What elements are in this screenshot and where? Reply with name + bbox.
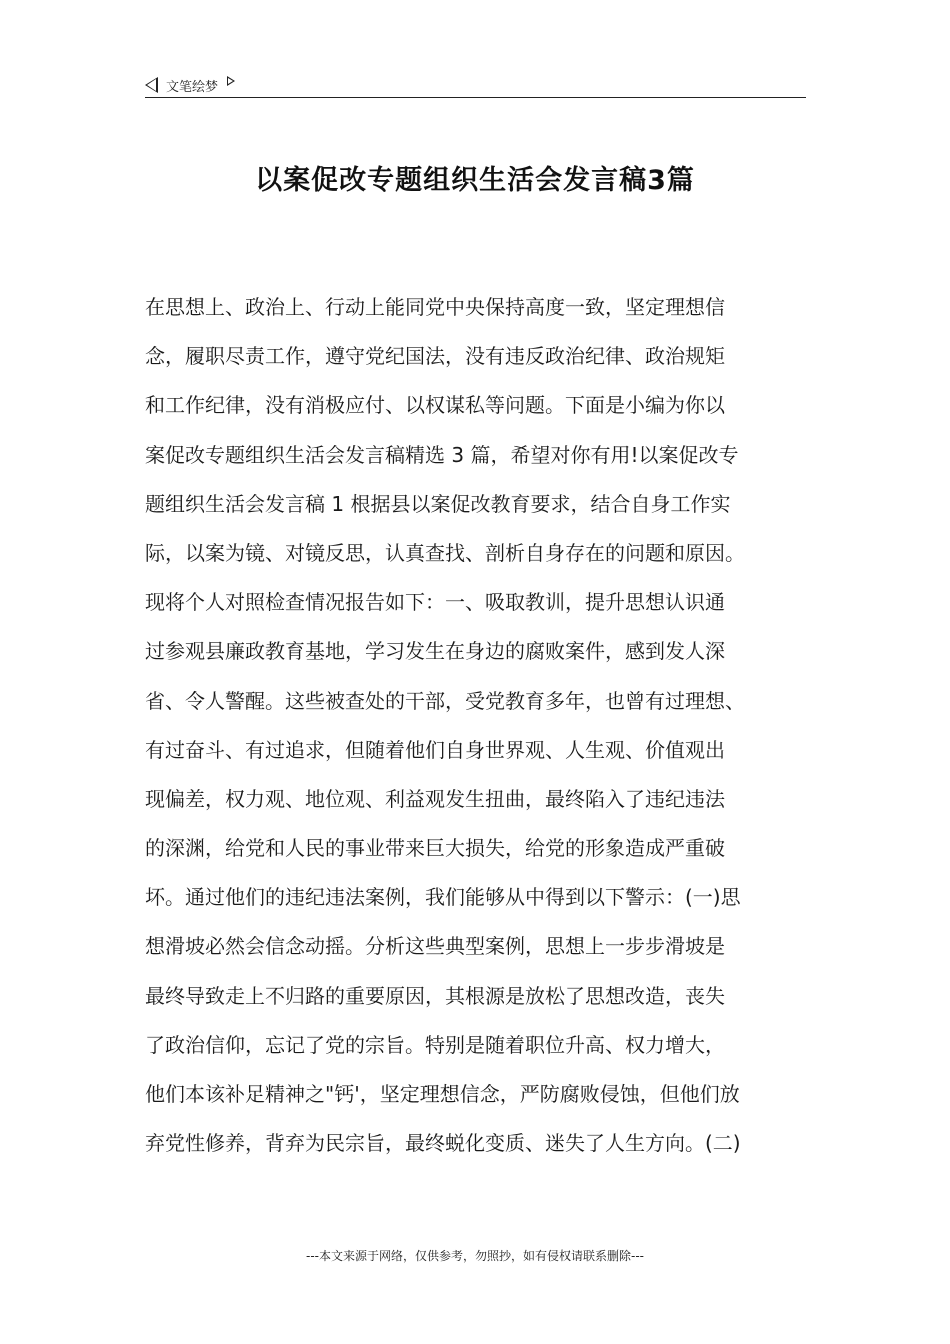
page-header [145,74,235,96]
body-line: 题组织生活会发言稿 1 根据县以案促改教育要求，结合自身工作实 [145,491,731,516]
body-line: 际，以案为镜、对镜反思，认真查找、剖析自身存在的问题和原因。 [145,540,745,565]
body-line: 弃党性修养，背弃为民宗旨，最终蜕化变质、迷失了人生方向。(二) [145,1131,741,1156]
body-line: 想滑坡必然会信念动摇。分析这些典型案例，思想上一步步滑坡是 [145,934,725,959]
document-title: 以案促改专题组织生活会发言稿3篇 [255,165,695,196]
body-line: 念，履职尽责工作，遵守党纪国法，没有违反政治纪律、政治规矩 [145,344,725,369]
body-line: 最终导致走上不归路的重要原因，其根源是放松了思想改造，丧失 [145,983,725,1008]
body-line: 坏。通过他们的违纪违法案例，我们能够从中得到以下警示：(一)思 [145,885,741,910]
body-line: 他们本该补足精神之"钙'，坚定理想信念，严防腐败侵蚀，但他们放 [145,1082,740,1106]
body-line: 案促改专题组织生活会发言稿精选 3 篇，希望对你有用!以案促改专 [145,442,739,467]
body-line: 现偏差，权力观、地位观、利益观发生扭曲，最终陷入了违纪违法 [145,786,725,811]
body-line: 省、令人警醒。这些被查处的干部，受党教育多年，也曾有过理想、 [145,688,745,713]
body-line: 的深渊，给党和人民的事业带来巨大损失，给党的形象造成严重破 [145,836,725,861]
body-line: 过参观县廉政教育基地，学习发生在身边的腐败案件，感到发人深 [145,639,725,664]
triangle-left-icon [145,77,158,93]
body-line: 现将个人对照检查情况报告如下：一、吸取教训，提升思想认识通 [145,590,725,615]
document-body [145,283,845,1168]
header-label: 文笔绘梦 [166,79,219,95]
body-line: 和工作纪律，没有消极应付、以权谋私等问题。下面是小编为你以 [145,393,725,418]
triangle-right-icon [227,76,235,86]
footer-notice: ---本文来源于网络，仅供参考，勿照抄，如有侵权请联系删除--- [306,1249,644,1263]
body-line: 有过奋斗、有过追求，但随着他们自身世界观、人生观、价值观出 [145,737,725,762]
header-divider [145,97,806,98]
body-line: 了政治信仰，忘记了党的宗旨。特别是随着职位升高、权力增大， [145,1032,725,1057]
body-line: 在思想上、政治上、行动上能同党中央保持高度一致，坚定理想信 [145,295,725,319]
